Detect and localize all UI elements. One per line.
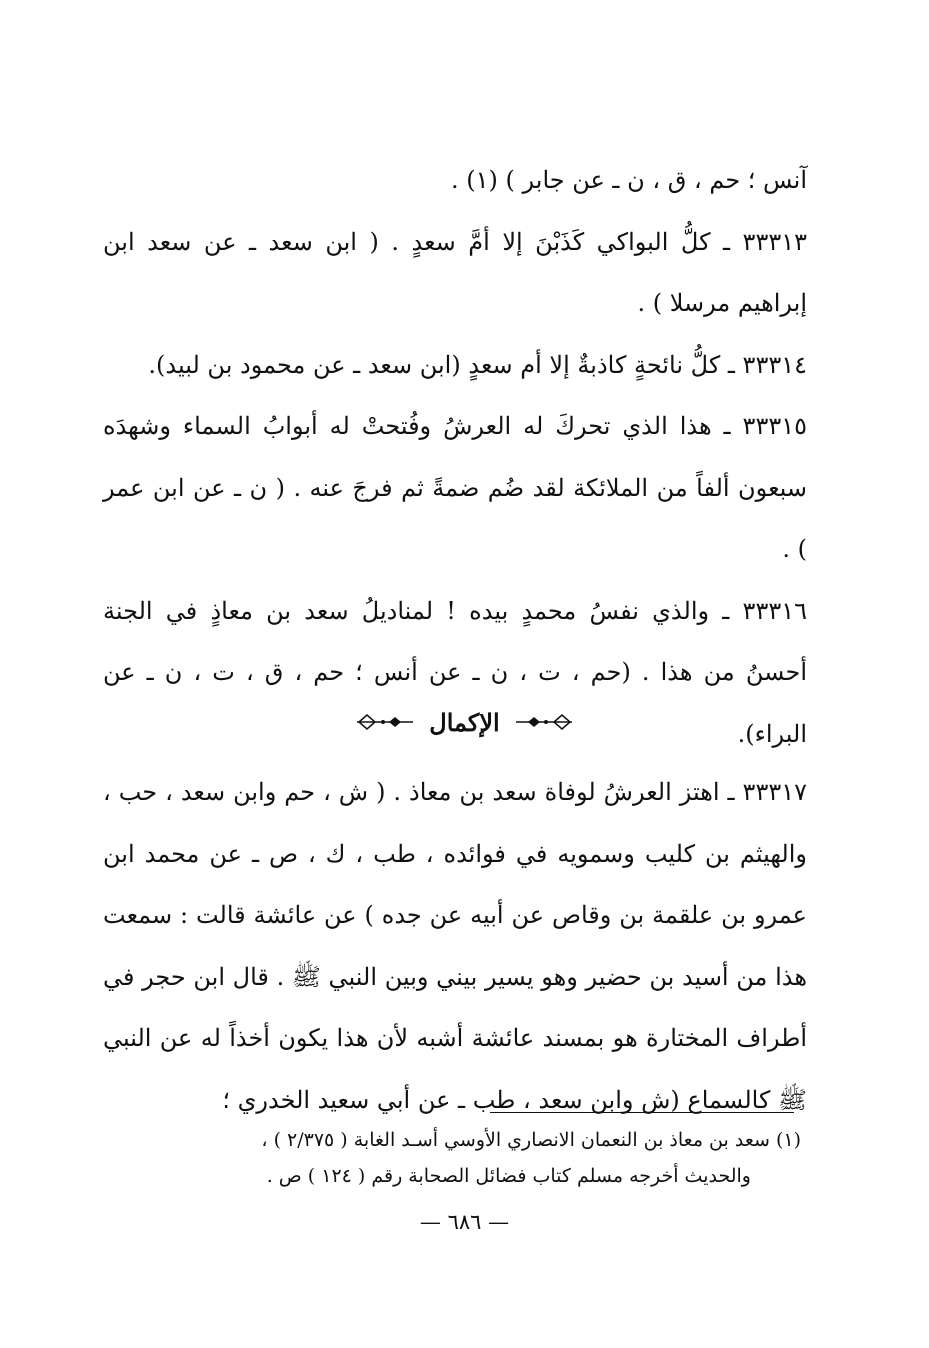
main-text-continued: [103, 762, 807, 1131]
hadith-33314: ٣٣٣١٤ ـ كلُّ نائحةٍ كاذبةٌ إلا أم سعدٍ (ابن سعد ـ عن محمود بن لبيد).: [148, 350, 807, 379]
left-ornament-icon: [355, 712, 415, 732]
main-text: [103, 150, 807, 765]
footnotes: [103, 1122, 801, 1194]
footnote-line-2: والحديث أخرجه مسلم كتاب فضائل الصحابة رقم ( ١٢٤ ) ص .: [266, 1165, 751, 1187]
section-heading: [0, 702, 929, 742]
footnote-divider: [490, 1112, 794, 1113]
page-number: — ٦٨٦ —: [419, 1210, 510, 1234]
hadith-33315: ٣٣٣١٥ ـ هذا الذي تحركَ له العرشُ وفُتحتْ له أبوابُ السماء وشهدَه سبعون ألفاً من الملائكة لقد ضُم ضمةً ثم فرجَ عنه . ( ن ـ عن ابن عمر ) .: [103, 412, 807, 563]
hadith-33317: ٣٣٣١٧ ـ اهتز العرشُ لوفاة سعد بن معاذ . ( ش ، حم وابن سعد ، حب ، والهيثم بن كليب وسمويه في فوائده ، طب ، ك ، ص ـ عن محمد ابن عمرو بن علقمة بن وقاص عن أبيه عن جده ) عن عائشة قالت : سمعت هذا من أسيد بن حضير وهو يسير بيني وبين النبي ﷺ . قال ابن حجر في أطراف المختارة هو بمسند عائشة أشبه لأن هذا يكون أخذاً له عن النبي ﷺ كالسماع (ش وابن سعد ، طب ـ عن أبي سعيد الخدري ؛: [103, 778, 807, 1114]
right-ornament-icon: [514, 712, 574, 732]
footnote-line-1: (١) سعد بن معاذ بن النعمان الانصاري الأوسي أسـد الغابة ( ٢/٣٧٥ ) ،: [261, 1129, 801, 1151]
paragraph-continuation: آنس ؛ حم ، ق ، ن ـ عن جابر ) (١) .: [451, 166, 807, 194]
hadith-33316: ٣٣٣١٦ ـ والذي نفسُ محمدٍ بيده ! لمناديلُ سعد بن معاذٍ في الجنة أحسنُ من هذا . (حم ، ت ، ن ـ عن أنس ؛ حم ، ق ، ت ، ن ـ عن البراء).: [103, 596, 807, 748]
section-heading-text: الإكمال: [429, 707, 500, 737]
hadith-33313: ٣٣٣١٣ ـ كلُّ البواكي كَذَبْنَ إلا أمَّ سعدٍ . ( ابن سعد ـ عن سعد ابن إبراهيم مرسلا ) .: [103, 227, 807, 317]
